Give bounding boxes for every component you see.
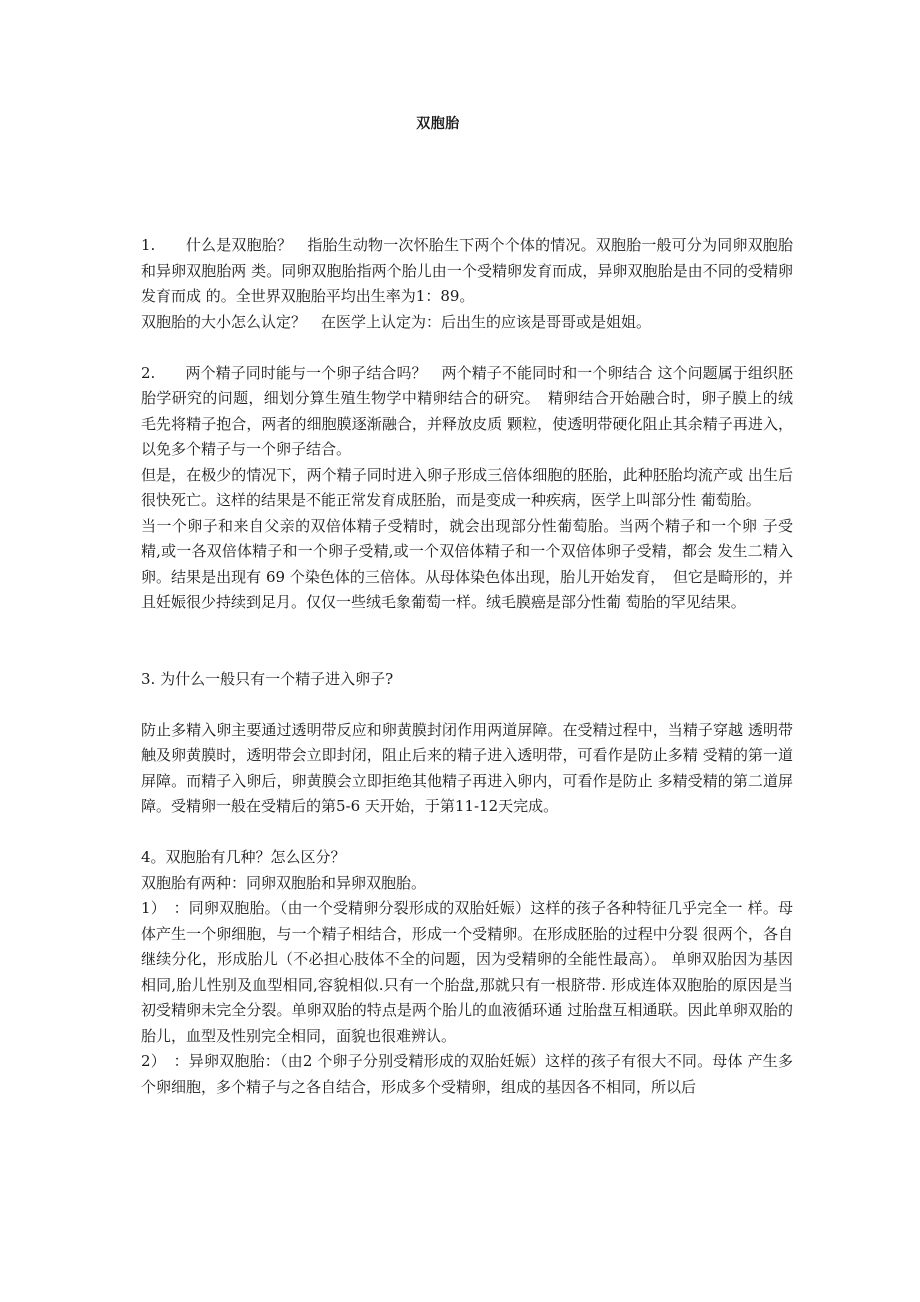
- paragraph: 2） ：异卵双胞胎：（由2 个卵子分别受精形成的双胎妊娠）这样的孩子有很大不同。母体 产生多个卵细胞，多个精子与之各自结合，形成多个受精卵，组成的基因各不相同，所以后: [141, 1052, 793, 1096]
- section-q4: [141, 845, 793, 1100]
- section-q3: [141, 667, 793, 820]
- document-title: 双胞胎: [416, 116, 460, 132]
- paragraph: 双胞胎有两种：同卵双胞胎和异卵双胞胎。: [141, 873, 427, 892]
- paragraph: 1） ：同卵双胞胎。（由一个受精卵分裂形成的双胎妊娠）这样的孩子各种特征几乎完全一 样。母体产生一个卵细胞，与一个精子相结合，形成一个受精卵。在形成胚胎的过程中分裂 很两个，各自继续分化，形成胎儿（不必担心肢体不全的问题，因为受精卵的全能性最高）。 单卵双胎因为基因相同,胎儿性别及血型相同,容貌相似.只有一个胎盘,那就只有一根脐带. 形成连体双胞胎的原因是当初受精卵未完全分裂。单卵双胎的特点是两个胎儿的血液循环通 过胎盘互相通联。因此单卵双胎的胎儿，血型及性别完全相同，面貌也很难辨认。: [141, 899, 793, 1045]
- section-q1: [141, 233, 793, 335]
- spacer: [141, 616, 793, 667]
- section-q2: [141, 361, 793, 616]
- section-heading: 3. 为什么一般只有一个精子进入卵子?: [141, 669, 394, 688]
- paragraph: 2. 两个精子同时能与一个卵子结合吗？ 两个精子不能同时和一个卵结合 这个问题属于组织胚胎学研究的问题，细划分算生殖生物学中精卵结合的研究。 精卵结合开始融合时，卵子膜上的绒毛先将精子抱合，两者的细胞膜逐渐融合，并释放皮质 颗粒，使透明带硬化阻止其余精子再进入，以免多个精子与一个卵子结合。: [141, 363, 793, 458]
- paragraph: 双胞胎的大小怎么认定？ 在医学上认定为：后出生的应该是哥哥或是姐姐。: [141, 312, 652, 331]
- paragraph: 1. 什么是双胞胎？ 指胎生动物一次怀胎生下两个个体的情况。双胞胎一般可分为同卵双胞胎和异卵双胞胎两 类。同卵双胞胎指两个胎儿由一个受精卵发育而成，异卵双胞胎是由不同的受精卵发育而成 的。全世界双胞胎平均出生率为1：89。: [141, 236, 793, 305]
- paragraph: 但是，在极少的情况下，两个精子同时进入卵子形成三倍体细胞的胚胎，此种胚胎均流产或 出生后很快死亡。这样的结果是不能正常发育成胚胎，而是变成一种疾病，医学上叫部分性 葡萄胎。: [141, 465, 793, 509]
- spacer: [141, 335, 793, 361]
- spacer: [141, 820, 793, 846]
- section-heading: 4。双胞胎有几种？怎么区分？: [141, 848, 346, 866]
- paragraph: 当一个卵子和来自父亲的双倍体精子受精时，就会出现部分性葡萄胎。当两个精子和一个卵 子受精,或一各双倍体精子和一个卵子受精,或一个双倍体精子和一个双倍体卵子受精，都会 发生二精入卵。结果是出现有 69 个染色体的三倍体。从母体染色体出现，胎儿开始发育， 但它是畸形的，并且妊娠很少持续到足月。仅仅一些绒毛象葡萄一样。绒毛膜癌是部分性葡 萄胎的罕见结果。: [141, 516, 793, 611]
- paragraph: 防止多精入卵主要通过透明带反应和卵黄膜封闭作用两道屏障。在受精过程中，当精子穿越 透明带触及卵黄膜时，透明带会立即封闭，阻止后来的精子进入透明带，可看作是防止多精 受精的第一道屏障。而精子入卵后，卵黄膜会立即拒绝其他精子再进入卵内，可看作是防止 多精受精的第二道屏障。受精卵一般在受精后的第5-6 天开始，于第11-12天完成。: [141, 720, 793, 815]
- spacer: [141, 692, 793, 718]
- document-body: [141, 233, 793, 1100]
